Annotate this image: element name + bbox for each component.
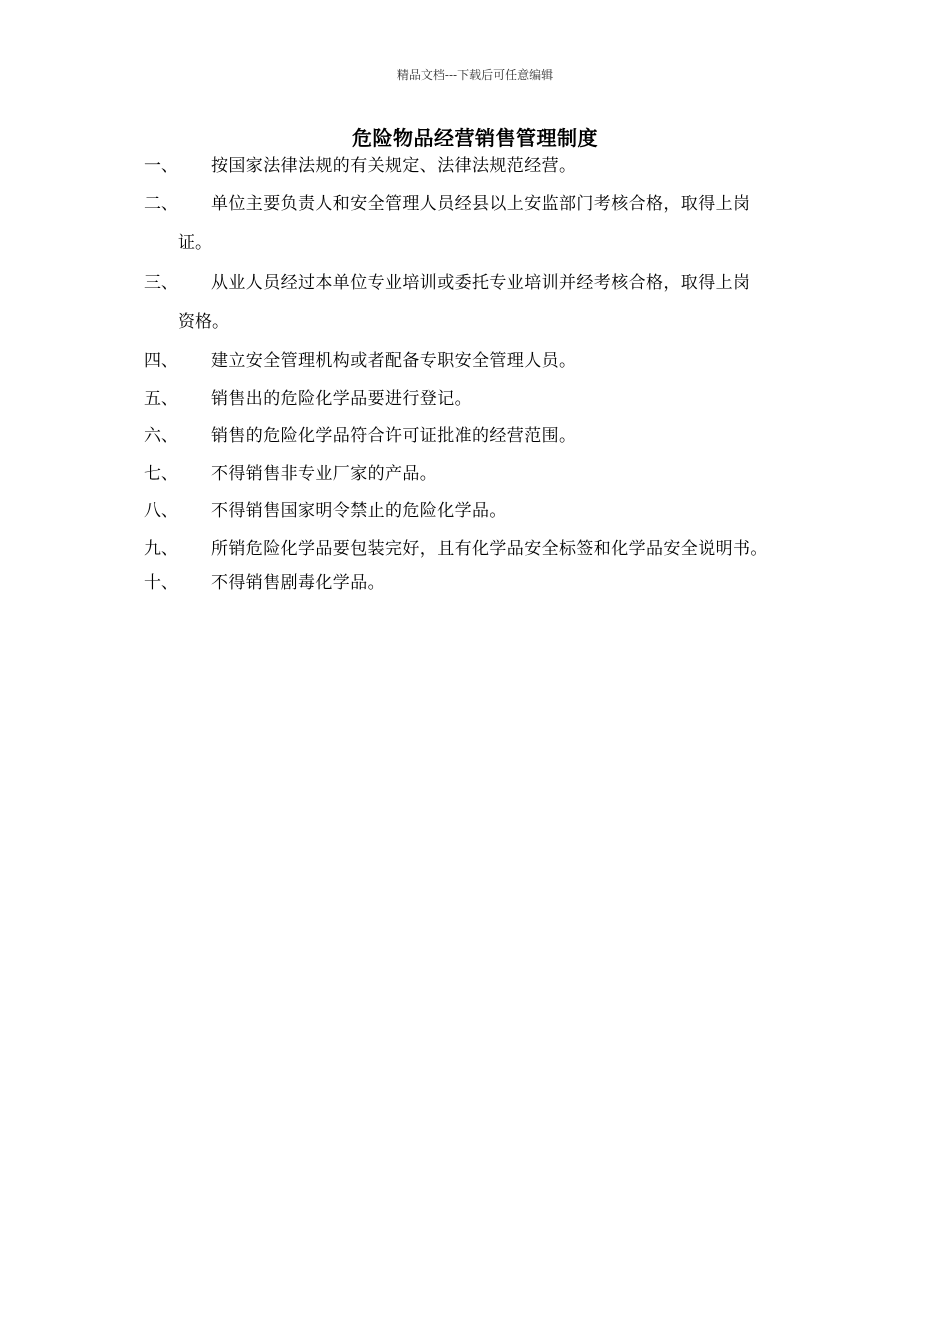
- item-text-continued: 证。: [178, 233, 212, 253]
- item-marker: 七、: [144, 464, 178, 484]
- item-text: 按国家法律法规的有关规定、法律法规范经营。: [211, 156, 577, 176]
- item-text: 单位主要负责人和安全管理人员经县以上安监部门考核合格，取得上岗: [211, 194, 751, 214]
- item-marker: 一、: [144, 156, 178, 176]
- item-text: 所销危险化学品要包装完好，且有化学品安全标签和化学品安全说明书。: [211, 539, 768, 559]
- item-text: 销售出的危险化学品要进行登记。: [211, 389, 472, 409]
- header-note: 精品文档---下载后可任意编辑: [396, 68, 554, 82]
- item-marker: 四、: [144, 351, 178, 371]
- item-marker: 五、: [144, 389, 178, 409]
- item-marker: 九、: [144, 539, 178, 559]
- item-text: 销售的危险化学品符合许可证批准的经营范围。: [211, 426, 577, 446]
- item-marker: 二、: [144, 194, 178, 214]
- item-text: 建立安全管理机构或者配备专职安全管理人员。: [211, 351, 577, 371]
- item-marker: 三、: [144, 273, 178, 293]
- item-marker: 八、: [144, 501, 178, 521]
- item-text: 从业人员经过本单位专业培训或委托专业培训并经考核合格，取得上岗: [211, 273, 751, 293]
- item-text-continued: 资格。: [178, 312, 229, 332]
- item-text: 不得销售非专业厂家的产品。: [211, 464, 438, 484]
- item-marker: 十、: [144, 573, 178, 593]
- item-marker: 六、: [144, 426, 178, 446]
- item-text: 不得销售剧毒化学品。: [211, 573, 385, 593]
- item-text: 不得销售国家明令禁止的危险化学品。: [211, 501, 507, 521]
- document-title: 危险物品经营销售管理制度: [352, 126, 598, 150]
